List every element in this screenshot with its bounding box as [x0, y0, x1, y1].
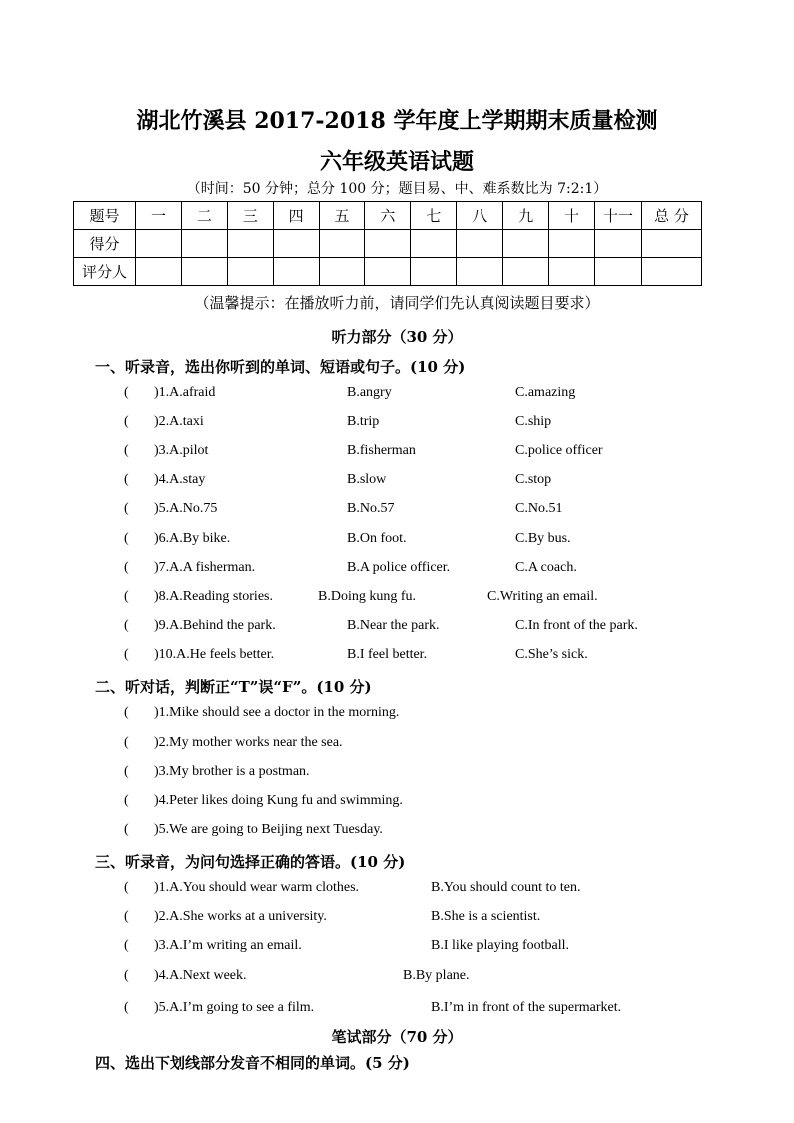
score-cell: 题号: [74, 202, 136, 230]
option-b: B.angry: [347, 385, 392, 400]
statement: )3.My brother is a postman.: [154, 764, 310, 779]
option-b: B.trip: [347, 414, 380, 429]
score-input-cell[interactable]: [457, 230, 503, 258]
score-input-cell[interactable]: [136, 258, 182, 286]
option-c: C.stop: [515, 472, 552, 487]
score-cell: 九: [503, 202, 549, 230]
option-c: C.ship: [515, 414, 552, 429]
score-input-cell[interactable]: [549, 258, 595, 286]
option-b: B.slow: [347, 472, 387, 487]
answer-bracket[interactable]: (: [124, 938, 129, 953]
score-input-cell[interactable]: [642, 258, 702, 286]
option-a: )3.A.pilot: [154, 443, 209, 458]
question-row: [120, 705, 740, 727]
score-input-cell[interactable]: [227, 230, 273, 258]
score-input-cell[interactable]: [503, 230, 549, 258]
answer-bracket[interactable]: (: [124, 414, 129, 429]
option-a: )3.A.I’m writing an email.: [154, 938, 302, 953]
option-b: B.A police officer.: [347, 560, 451, 575]
answer-bracket[interactable]: (: [124, 501, 129, 516]
question-row: [120, 764, 740, 786]
option-b: B.I feel better.: [347, 647, 428, 662]
question-row: [120, 618, 740, 640]
answer-bracket[interactable]: (: [124, 385, 129, 400]
question-row: [120, 1000, 740, 1022]
option-c: C.No.51: [515, 501, 563, 516]
answer-bracket[interactable]: (: [124, 735, 129, 750]
score-table: [73, 201, 702, 286]
score-input-cell[interactable]: [411, 230, 457, 258]
answer-bracket[interactable]: (: [124, 1000, 129, 1015]
answer-bracket[interactable]: (: [124, 472, 129, 487]
question-row: [120, 968, 740, 990]
question-row: [120, 531, 740, 553]
score-table-row: [74, 258, 702, 286]
option-a: )1.A.afraid: [154, 385, 216, 400]
question-row: [120, 647, 740, 669]
option-a: )5.A.I’m going to see a film.: [154, 1000, 315, 1015]
question-row: [120, 735, 740, 757]
option-b: B.She is a scientist.: [431, 909, 541, 924]
answer-bracket[interactable]: (: [124, 647, 129, 662]
score-cell: 总 分: [642, 202, 702, 230]
answer-bracket[interactable]: (: [124, 793, 129, 808]
option-c: C.By bus.: [515, 531, 571, 546]
score-input-cell[interactable]: [227, 258, 273, 286]
score-cell: 四: [273, 202, 319, 230]
score-table-row: [74, 230, 702, 258]
question-row: [120, 501, 740, 523]
option-c: C.In front of the park.: [515, 618, 638, 633]
score-input-cell[interactable]: [595, 230, 642, 258]
score-input-cell[interactable]: [642, 230, 702, 258]
score-input-cell[interactable]: [181, 230, 227, 258]
score-cell: 八: [457, 202, 503, 230]
option-a: )4.A.stay: [154, 472, 206, 487]
option-a: )10.A.He feels better.: [154, 647, 275, 662]
score-input-cell[interactable]: [319, 258, 365, 286]
statement: )5.We are going to Beijing next Tuesday.: [154, 822, 383, 837]
score-input-cell[interactable]: [595, 258, 642, 286]
question-row: [120, 880, 740, 902]
answer-bracket[interactable]: (: [124, 560, 129, 575]
statement: )4.Peter likes doing Kung fu and swimming.: [154, 793, 403, 808]
question-row: [120, 822, 740, 844]
question-row: [120, 560, 740, 582]
question-row: [120, 385, 740, 407]
answer-bracket[interactable]: (: [124, 531, 129, 546]
option-c: C.police officer: [515, 443, 603, 458]
statement: )1.Mike should see a doctor in the morning.: [154, 705, 400, 720]
option-a: )6.A.By bike.: [154, 531, 231, 546]
question-row: [120, 589, 740, 611]
score-cell: 二: [181, 202, 227, 230]
section-heading: 三、听录音，为问句选择正确的答语。(10 分): [95, 853, 406, 871]
answer-bracket[interactable]: (: [124, 705, 129, 720]
option-b: B.I’m in front of the supermarket.: [431, 1000, 622, 1015]
option-a: )8.A.Reading stories.: [154, 589, 273, 604]
score-input-cell[interactable]: [319, 230, 365, 258]
option-a: )2.A.She works at a university.: [154, 909, 327, 924]
answer-bracket[interactable]: (: [124, 968, 129, 983]
score-table-header-row: [74, 202, 702, 230]
score-cell: 十: [549, 202, 595, 230]
score-input-cell[interactable]: [273, 258, 319, 286]
answer-bracket[interactable]: (: [124, 764, 129, 779]
score-input-cell[interactable]: [273, 230, 319, 258]
exam-title: 湖北竹溪县 2017-2018 学年度上学期期末质量检测: [136, 108, 658, 134]
option-c: C.She’s sick.: [515, 647, 588, 662]
section-heading: 一、听录音，选出你听到的单词、短语或句子。(10 分): [95, 358, 466, 376]
option-b: B.Near the park.: [347, 618, 440, 633]
option-a: )7.A.A fisherman.: [154, 560, 256, 575]
exam-subject-title: 六年级英语试题: [319, 149, 474, 175]
option-c: C.A coach.: [515, 560, 577, 575]
option-b: B.No.57: [347, 501, 395, 516]
written-part-heading: 笔试部分（70 分）: [331, 1028, 463, 1046]
option-a: )5.A.No.75: [154, 501, 218, 516]
section-heading: 二、听对话，判断正“T”误“F”。(10 分): [95, 678, 372, 696]
option-a: )9.A.Behind the park.: [154, 618, 276, 633]
score-input-cell[interactable]: [503, 258, 549, 286]
question-row: [120, 414, 740, 436]
question-row: [120, 793, 740, 815]
score-row-label: 得分: [74, 230, 136, 258]
score-cell: 七: [411, 202, 457, 230]
question-row: [120, 472, 740, 494]
exam-info: （时间：50 分钟；总分 100 分；题目易、中、难系数比为 7:2:1）: [186, 181, 608, 197]
answer-bracket[interactable]: (: [124, 589, 129, 604]
option-b: B.On foot.: [347, 531, 407, 546]
option-b: B.Doing kung fu.: [318, 589, 416, 604]
option-b: B.By plane.: [403, 968, 470, 983]
option-a: )2.A.taxi: [154, 414, 204, 429]
option-a: )4.A.Next week.: [154, 968, 247, 983]
score-cell: 一: [136, 202, 182, 230]
score-row-label: 评分人: [74, 258, 136, 286]
answer-bracket[interactable]: (: [124, 443, 129, 458]
option-c: C.Writing an email.: [487, 589, 598, 604]
score-cell: 十一: [595, 202, 642, 230]
statement: )2.My mother works near the sea.: [154, 735, 343, 750]
answer-bracket[interactable]: (: [124, 909, 129, 924]
exam-hint: （温馨提示：在播放听力前，请同学们先认真阅读题目要求）: [194, 294, 600, 312]
question-row: [120, 443, 740, 465]
option-b: B.I like playing football.: [431, 938, 570, 953]
option-b: B.You should count to ten.: [431, 880, 581, 895]
score-cell: 三: [227, 202, 273, 230]
score-input-cell[interactable]: [136, 230, 182, 258]
score-cell: 六: [365, 202, 411, 230]
option-b: B.fisherman: [347, 443, 416, 458]
score-input-cell[interactable]: [365, 230, 411, 258]
option-a: )1.A.You should wear warm clothes.: [154, 880, 360, 895]
score-input-cell[interactable]: [365, 258, 411, 286]
score-input-cell[interactable]: [549, 230, 595, 258]
answer-bracket[interactable]: (: [124, 822, 129, 837]
score-input-cell[interactable]: [411, 258, 457, 286]
score-input-cell[interactable]: [457, 258, 503, 286]
score-input-cell[interactable]: [181, 258, 227, 286]
listening-part-heading: 听力部分（30 分）: [331, 328, 463, 346]
section-heading: 四、选出下划线部分发音不相同的单词。(5 分): [95, 1054, 410, 1072]
question-row: [120, 938, 740, 960]
answer-bracket[interactable]: (: [124, 618, 129, 633]
question-row: [120, 909, 740, 931]
answer-bracket[interactable]: (: [124, 880, 129, 895]
option-c: C.amazing: [515, 385, 576, 400]
score-cell: 五: [319, 202, 365, 230]
